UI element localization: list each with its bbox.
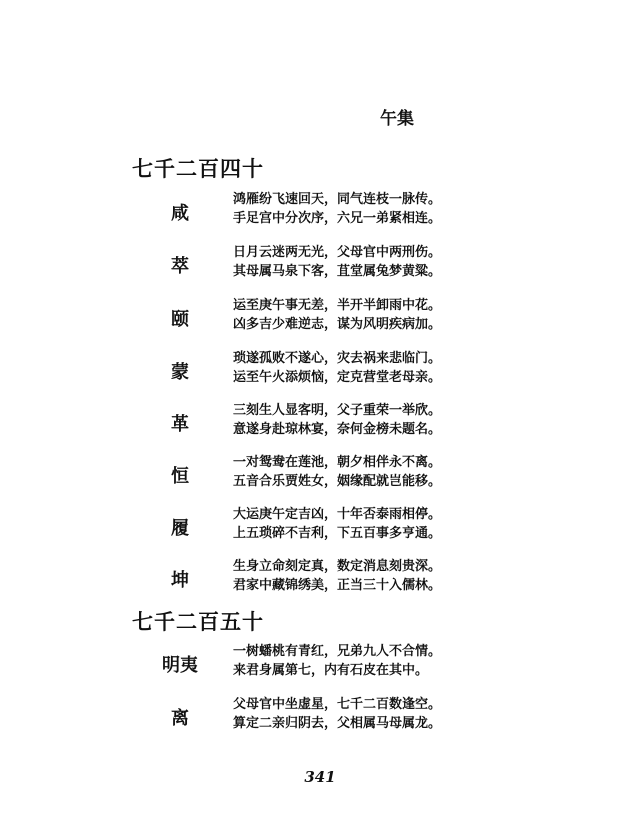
entry-yi bbox=[0, 296, 640, 336]
entry-line: 其母属马泉下客，苴堂属兔梦黄粱。 bbox=[233, 264, 442, 279]
entry-line: 运至午火添烦恼，定克营堂老母亲。 bbox=[233, 370, 442, 385]
entry-key: 咸 bbox=[171, 203, 189, 224]
entry-line: 大运庚午定吉凶，十年否泰雨相停。 bbox=[233, 507, 442, 522]
entry-key: 坤 bbox=[171, 570, 189, 591]
entry-line: 一树蟠桃有青红，兄弟九人不合情。 bbox=[233, 644, 442, 659]
section-title-7240: 七千二百四十 bbox=[132, 156, 264, 181]
entry-line: 凶多吉少难逆志，谋为风明疾病加。 bbox=[233, 317, 442, 332]
entry-key: 离 bbox=[171, 708, 189, 729]
entry-lines bbox=[233, 349, 441, 387]
entry-lines bbox=[233, 557, 441, 595]
entry-key: 履 bbox=[171, 518, 189, 539]
entry-lines bbox=[233, 243, 441, 281]
entry-line: 算定二亲归阴去，父相属马母属龙。 bbox=[233, 716, 442, 731]
entry-meng bbox=[0, 349, 640, 389]
entry-kun bbox=[0, 557, 640, 597]
entry-line: 上五琐碎不吉利，下五百事多亨通。 bbox=[233, 526, 442, 541]
entry-lines bbox=[233, 695, 441, 733]
entry-lines bbox=[233, 642, 441, 680]
page-number: 341 bbox=[304, 768, 336, 786]
entry-key: 蒙 bbox=[171, 362, 189, 383]
entry-key: 萃 bbox=[171, 256, 189, 277]
entry-line: 君家中藏锦绣美，正当三十入儒林。 bbox=[233, 578, 442, 593]
entry-line: 日月云迷两无光，父母官中两刑伤。 bbox=[233, 245, 442, 260]
entry-ge bbox=[0, 401, 640, 441]
entry-heng bbox=[0, 453, 640, 493]
entry-lines bbox=[233, 296, 441, 334]
entry-key: 革 bbox=[171, 414, 189, 435]
entry-lv bbox=[0, 505, 640, 545]
entry-cui bbox=[0, 243, 640, 283]
entry-lines bbox=[233, 453, 441, 491]
entry-lines bbox=[233, 505, 441, 543]
entry-xian bbox=[0, 190, 640, 230]
entry-lines bbox=[233, 401, 441, 439]
entry-mingyi bbox=[0, 642, 640, 682]
entry-line: 琐遂孤败不遂心，灾去祸来悲临门。 bbox=[233, 351, 442, 366]
entry-key: 颐 bbox=[171, 309, 189, 330]
entry-lines bbox=[233, 190, 441, 228]
entry-li bbox=[0, 695, 640, 735]
entry-line: 运至庚午事无差，半开半卸雨中花。 bbox=[233, 298, 442, 313]
entry-line: 鸿雁纷飞速回天，同气连枝一脉传。 bbox=[233, 192, 442, 207]
entry-line: 手足宫中分次序，六兄一弟紧相连。 bbox=[233, 211, 442, 226]
page-header: 午集 bbox=[380, 109, 414, 129]
entry-line: 生身立命刻定真，数定消息刻贵深。 bbox=[233, 559, 442, 574]
entry-line: 来君身属第七，内有石皮在其中。 bbox=[233, 663, 429, 678]
entry-key: 明夷 bbox=[162, 655, 198, 676]
entry-line: 三刻生人显客明，父子重荣一举欣。 bbox=[233, 403, 442, 418]
section-title-7250: 七千二百五十 bbox=[132, 609, 264, 634]
entry-key: 恒 bbox=[171, 466, 189, 487]
entry-line: 意遂身赴琼林宴，奈何金榜未题名。 bbox=[233, 422, 442, 437]
entry-line: 一对鸳鸯在莲池，朝夕相伴永不离。 bbox=[233, 455, 442, 470]
entry-line: 五音合乐贾姓女，姻缘配就岂能移。 bbox=[233, 474, 442, 489]
entry-line: 父母官中坐虚星，七千二百数逢空。 bbox=[233, 697, 442, 712]
